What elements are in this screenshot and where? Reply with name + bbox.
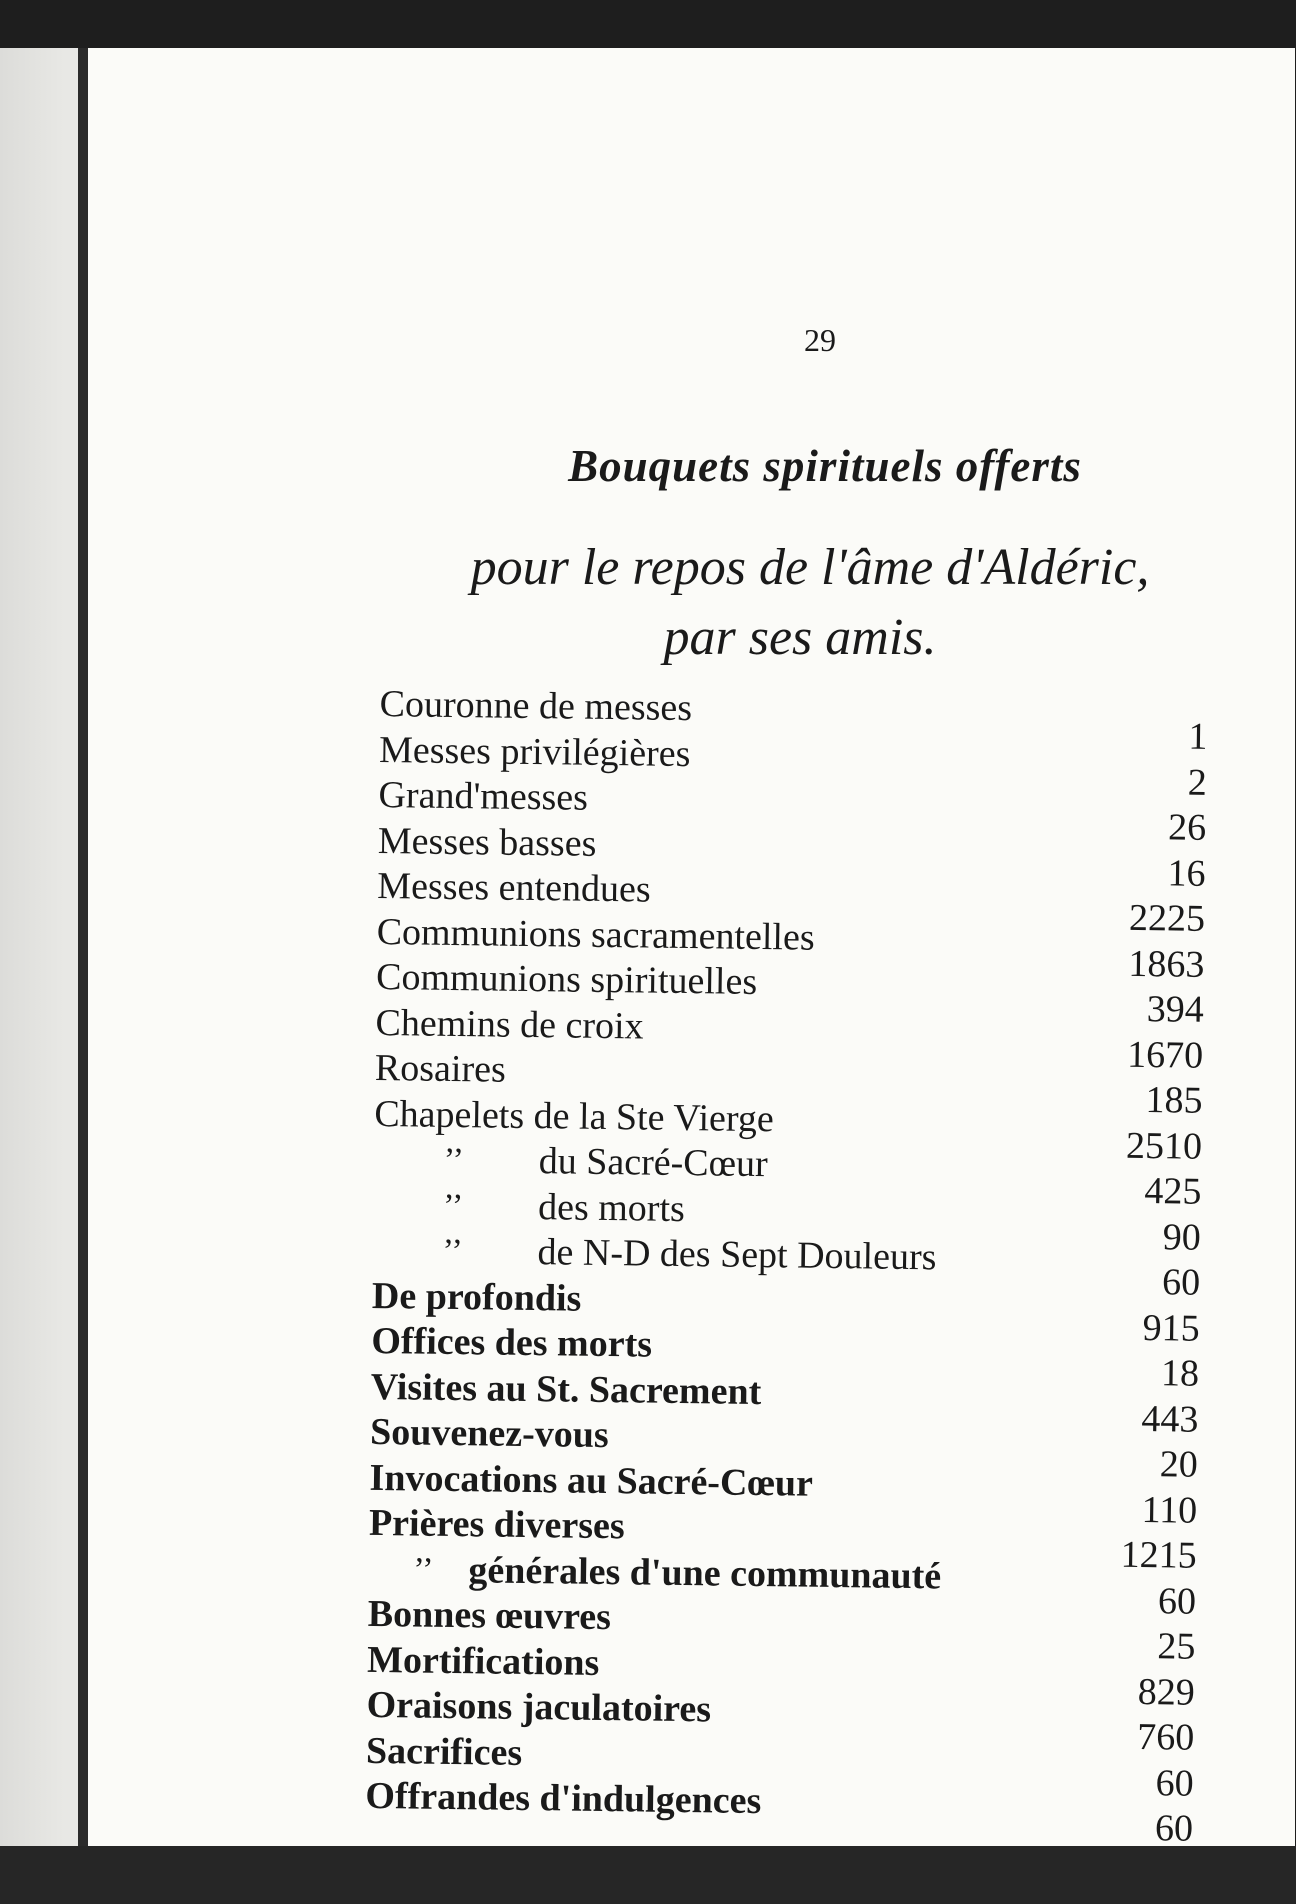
entry-value: 2510 <box>1125 1124 1203 1168</box>
entry-label: Grand'messes <box>378 773 589 819</box>
entry-value: 394 <box>1146 988 1205 1031</box>
entry-label: Visites au St. Sacrement <box>370 1365 762 1413</box>
entry-label: Invocations au Sacré-Cœur <box>369 1456 814 1505</box>
entry-label: Messes basses <box>377 819 597 865</box>
entry-label: Souvenez-vous <box>369 1410 610 1457</box>
entry-value: 26 <box>1167 806 1207 849</box>
entry-value: 16 <box>1167 851 1206 895</box>
entry-label: Communions sacramentelles <box>376 910 815 959</box>
entry-value: 25 <box>1157 1625 1196 1668</box>
entry-label: générales d'une communauté <box>468 1548 942 1597</box>
ditto-mark: ’’ <box>442 1232 463 1271</box>
entry-label: de N-D des Sept Douleurs <box>537 1231 937 1279</box>
entry-label: Chapelets de la Ste Vierge <box>374 1092 775 1140</box>
entry-value: 90 <box>1162 1215 1202 1259</box>
entry-value: 2 <box>1187 761 1208 804</box>
list-item <box>365 1774 1206 1850</box>
entry-label: De profondis <box>371 1274 582 1320</box>
entry-label: Messes entendues <box>377 864 651 911</box>
entry-value: 110 <box>1141 1488 1198 1532</box>
entry-value: 60 <box>1154 1807 1194 1850</box>
entry-label: du Sacré-Cœur <box>538 1140 768 1186</box>
scan-top-border <box>0 0 1296 48</box>
entry-label: Rosaires <box>374 1046 507 1091</box>
entry-value: 60 <box>1155 1761 1194 1805</box>
offerings-list <box>365 682 1220 1850</box>
entry-label: Couronne de messes <box>379 682 693 730</box>
entry-value: 443 <box>1141 1397 1199 1441</box>
page-subtitle-line-1: pour le repos de l'âme d'Aldéric, <box>470 539 1150 596</box>
entry-value: 1863 <box>1128 942 1205 986</box>
entry-value: 760 <box>1136 1716 1195 1759</box>
entry-value: 1670 <box>1126 1033 1204 1077</box>
entry-label: Sacrifices <box>365 1729 523 1774</box>
ditto-mark: ’’ <box>413 1551 434 1589</box>
entry-value: 915 <box>1142 1306 1200 1350</box>
ditto-mark: ’’ <box>442 1187 464 1225</box>
entry-value: 18 <box>1160 1352 1200 1395</box>
entry-value: 1 <box>1188 715 1208 758</box>
entry-value: 60 <box>1157 1579 1197 1623</box>
entry-label: Prières diverses <box>368 1501 625 1548</box>
entry-label: Mortifications <box>366 1638 600 1684</box>
entry-label: Oraisons jaculatoires <box>366 1683 712 1731</box>
entry-value: 425 <box>1144 1170 1202 1213</box>
page-number: 29 <box>804 322 836 358</box>
entry-value: 1215 <box>1120 1533 1197 1577</box>
entry-value: 185 <box>1145 1079 1203 1122</box>
entry-value: 829 <box>1137 1670 1196 1714</box>
page-subtitle-line-2: par ses amis. <box>663 609 937 666</box>
entry-label: Chemins de croix <box>375 1001 644 1047</box>
entry-value: 60 <box>1161 1261 1201 1304</box>
entry-label: Offices des morts <box>371 1319 653 1366</box>
entry-label: Bonnes œuvres <box>367 1592 612 1639</box>
entry-value: 20 <box>1159 1443 1199 1486</box>
entry-label: Offrandes d'indulgences <box>365 1774 762 1823</box>
page-title: Bouquets spirituels offerts <box>568 441 1082 491</box>
ditto-mark: ’’ <box>443 1141 465 1180</box>
entry-value: 2225 <box>1128 896 1206 940</box>
entry-label: Communions spirituelles <box>375 955 758 1003</box>
scan-bottom-border <box>0 1846 1296 1904</box>
entry-label: des morts <box>537 1185 686 1230</box>
entry-label: Messes privilégières <box>378 728 691 775</box>
